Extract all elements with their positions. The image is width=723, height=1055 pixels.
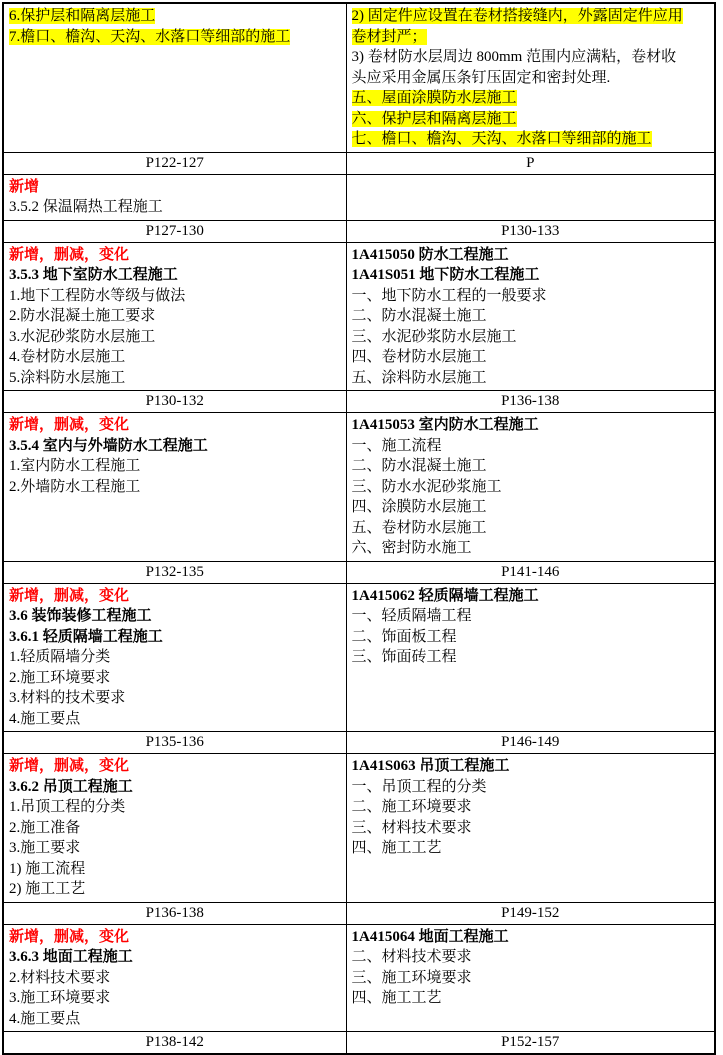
text-line: 五、涂料防水层施工 [351, 369, 487, 386]
text-line: 4.施工要点 [9, 710, 81, 727]
text-line: 1A415062 轻质隔墙工程施工 [351, 587, 539, 604]
text-line: 五、屋面涂膜防水层施工 [351, 90, 517, 106]
text-line: 三、施工环境要求 [351, 969, 472, 986]
text-line: 4.卷材防水层施工 [9, 349, 126, 365]
left-cell [3, 174, 346, 220]
text-line: 2.防水混凝土施工要求 [9, 308, 156, 324]
text-line: 2.材料技术要求 [9, 969, 111, 986]
text-line: 3) 卷材防水层周边 800mm 范围内应满粘，卷材收 [351, 49, 677, 65]
text-line: 1) 施工流程 [9, 860, 86, 877]
text-line: 3.水泥砂浆防水层施工 [9, 328, 156, 345]
content-row [3, 174, 715, 220]
right-cell [346, 924, 715, 1032]
text-line: 2.外墙防水工程施工 [9, 478, 141, 495]
text-line: 一、吊顶工程的分类 [351, 778, 487, 795]
content-row [3, 3, 715, 152]
right-cell [346, 174, 715, 220]
text-line: 1.地下工程防水等级与做法 [9, 287, 186, 304]
text-line: 3.6 装饰装修工程施工 [9, 608, 152, 624]
text-line: 新增，删减，变化 [9, 758, 130, 774]
right-page-range: P141-146 [346, 561, 715, 583]
text-line: 1A415053 室内防水工程施工 [351, 417, 539, 433]
right-page-range: P146-149 [346, 732, 715, 754]
text-line: 头应采用金属压条钉压固定和密封处理. [351, 69, 611, 86]
left-cell [3, 583, 346, 732]
text-line: 1.轻质隔墙分类 [9, 649, 111, 665]
page-row [3, 732, 715, 754]
text-line: 5.涂料防水层施工 [9, 369, 126, 386]
text-line: 五、卷材防水层施工 [351, 519, 487, 536]
left-cell [3, 924, 346, 1032]
text-line: 新增，删减，变化 [9, 928, 130, 945]
text-line: 3.5.3 地下室防水工程施工 [9, 267, 178, 283]
text-line: 三、水泥砂浆防水层施工 [351, 328, 517, 345]
text-line: 2) 施工工艺 [9, 881, 86, 897]
page-row [3, 561, 715, 583]
text-line: 六、保护层和隔离层施工 [351, 110, 517, 127]
text-line: 2.施工准备 [9, 819, 81, 836]
left-cell [3, 754, 346, 903]
text-line: 1.吊顶工程的分类 [9, 799, 126, 815]
text-line: 卷材封严； [351, 28, 427, 45]
right-cell [346, 3, 715, 152]
text-line: 一、施工流程 [351, 437, 442, 454]
text-line: 七、檐口、檐沟、天沟、水落口等细部的施工 [351, 131, 652, 147]
text-line: 二、饰面板工程 [351, 628, 457, 645]
right-cell [346, 583, 715, 732]
page-row [3, 391, 715, 413]
text-line: 7.檐口、檐沟、天沟、水落口等细部的施工 [9, 28, 291, 45]
text-line: 2.施工环境要求 [9, 669, 111, 686]
text-line: 新增，删减，变化 [9, 587, 130, 604]
text-line: 四、施工工艺 [351, 840, 442, 856]
page-row [3, 220, 715, 242]
content-row [3, 924, 715, 1032]
right-cell [346, 242, 715, 391]
right-page-range: P149-152 [346, 902, 715, 924]
text-line: 二、防水混凝土施工 [351, 308, 487, 324]
right-cell [346, 413, 715, 562]
right-page-range: P152-157 [346, 1032, 715, 1055]
text-line: 新增 [9, 178, 40, 195]
left-page-range: P135-136 [3, 732, 346, 754]
text-line: 新增，删减，变化 [9, 246, 130, 263]
comparison-table [2, 2, 716, 1055]
text-line: 四、施工工艺 [351, 990, 442, 1006]
left-page-range: P122-127 [3, 152, 346, 174]
left-cell [3, 3, 346, 152]
left-page-range: P138-142 [3, 1032, 346, 1055]
text-line: 二、材料技术要求 [351, 949, 472, 965]
text-line: 3.6.3 地面工程施工 [9, 949, 133, 965]
content-row [3, 413, 715, 562]
left-page-range: P127-130 [3, 220, 346, 242]
text-line: 3.施工环境要求 [9, 990, 111, 1006]
right-page-range: P130-133 [346, 220, 715, 242]
right-cell [346, 754, 715, 903]
text-line: 四、涂膜防水层施工 [351, 499, 487, 515]
text-line: 1A41S051 地下防水工程施工 [351, 267, 540, 283]
text-line: 三、防水水泥砂浆施工 [351, 478, 502, 495]
content-row [3, 754, 715, 903]
page-row [3, 1032, 715, 1055]
left-cell [3, 242, 346, 391]
text-line: 6.保护层和隔离层施工 [9, 8, 156, 24]
text-line: 新增，删减，变化 [9, 417, 130, 433]
text-line: 六、密封防水施工 [351, 540, 472, 556]
text-line: 3.5.2 保温隔热工程施工 [9, 199, 163, 215]
right-page-range: P136-138 [346, 391, 715, 413]
left-page-range: P132-135 [3, 561, 346, 583]
text-line: 1A415064 地面工程施工 [351, 928, 509, 945]
content-row [3, 242, 715, 391]
right-page-range: P [346, 152, 715, 174]
text-line: 3.6.1 轻质隔墙工程施工 [9, 628, 163, 645]
text-line: 一、轻质隔墙工程 [351, 608, 472, 624]
text-line: 3.施工要求 [9, 840, 81, 856]
text-line: 二、施工环境要求 [351, 799, 472, 815]
text-line: 二、防水混凝土施工 [351, 458, 487, 474]
text-line: 2) 固定件应设置在卷材搭接缝内，外露固定件应用 [351, 8, 683, 24]
text-line: 3.6.2 吊顶工程施工 [9, 778, 133, 795]
left-cell [3, 413, 346, 562]
text-line: 三、材料技术要求 [351, 819, 472, 836]
content-row [3, 583, 715, 732]
page-row [3, 152, 715, 174]
text-line: 4.施工要点 [9, 1010, 81, 1027]
page-row [3, 902, 715, 924]
text-line: 一、地下防水工程的一般要求 [351, 287, 547, 304]
text-line: 1A41S063 吊顶工程施工 [351, 758, 510, 774]
text-line: 四、卷材防水层施工 [351, 349, 487, 365]
text-line: 3.5.4 室内与外墙防水工程施工 [9, 437, 208, 454]
text-line: 1A415050 防水工程施工 [351, 246, 509, 263]
left-page-range: P136-138 [3, 902, 346, 924]
text-line: 1.室内防水工程施工 [9, 458, 141, 474]
text-line: 3.材料的技术要求 [9, 690, 126, 706]
left-page-range: P130-132 [3, 391, 346, 413]
text-line: 三、饰面砖工程 [351, 649, 457, 665]
